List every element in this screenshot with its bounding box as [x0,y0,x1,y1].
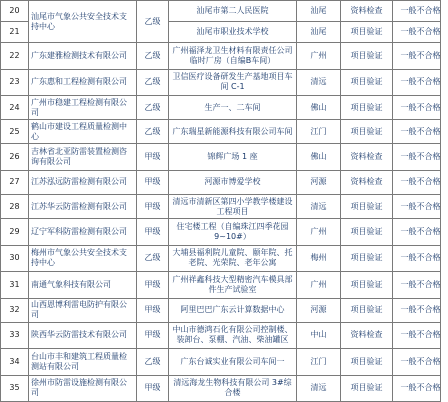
row-number: 27 [1,170,29,194]
table-row [1,322,448,348]
city: 广州 [297,272,341,298]
qualification-grade: 乙级 [137,95,169,119]
city: 佛山 [297,144,341,170]
project-name: 河源市博爱学校 [169,170,297,194]
city: 广州 [297,219,341,245]
project-name: 广东台诚实业有限公司车间一 [169,349,297,375]
result: 一般不合格 [393,144,448,170]
qualification-grade: 乙级 [137,349,169,375]
project-name: 汕尾市第二人民医院 [169,1,297,22]
table-row [1,349,448,375]
row-number: 32 [1,298,29,322]
city: 清远 [297,69,341,95]
project-name: 大埔县福利院儿童院、颐年院、托老院、光荣院、老年公寓 [169,245,297,271]
unit-name: 南通气象科技有限公司 [29,272,137,298]
table-row [1,43,448,69]
row-number: 30 [1,245,29,271]
result: 一般不合格 [393,245,448,271]
qualification-grade: 乙级 [137,1,169,43]
result: 一般不合格 [393,170,448,194]
result: 一般不合格 [393,1,448,22]
table-row [1,375,448,401]
city: 汕尾 [297,1,341,22]
city: 汕尾 [297,22,341,43]
check-type: 项目验证 [341,120,393,144]
result: 一般不合格 [393,95,448,119]
qualification-grade: 甲级 [137,375,169,401]
result: 一般不合格 [393,298,448,322]
result: 一般不合格 [393,195,448,219]
row-number: 20 [1,1,29,22]
unit-name: 梅州市气象公共安全技术支持中心 [29,245,137,271]
unit-name: 台山市丰和建筑工程质量检测站有限公司 [29,349,137,375]
project-name: 锦辉广场 1 座 [169,144,297,170]
city: 江门 [297,349,341,375]
qualification-grade: 甲级 [137,219,169,245]
row-number: 21 [1,22,29,43]
table-row [1,1,448,22]
qualification-grade: 乙级 [137,43,169,69]
unit-name: 吉林省北亚防雷装置检测咨询有限公司 [29,144,137,170]
result: 一般不合格 [393,22,448,43]
unit-name: 陕西华云防雷技术有限公司 [29,322,137,348]
table-row [1,298,448,322]
city: 清远 [297,195,341,219]
qualification-grade: 甲级 [137,144,169,170]
right-border [440,0,448,402]
qualification-grade: 乙级 [137,120,169,144]
qualification-grade: 乙级 [137,245,169,271]
row-number: 34 [1,349,29,375]
check-type: 项目验证 [341,22,393,43]
result: 一般不合格 [393,349,448,375]
result: 一般不合格 [393,322,448,348]
project-name: 住宅楼工程（自编珠江四季花园9~10#） [169,219,297,245]
check-type: 项目验证 [341,298,393,322]
result: 一般不合格 [393,69,448,95]
qualification-grade: 甲级 [137,170,169,194]
city: 梅州 [297,245,341,271]
check-type: 项目验证 [341,195,393,219]
table-row [1,245,448,271]
result: 一般不合格 [393,219,448,245]
unit-name: 江苏泓远防雷检测有限公司 [29,170,137,194]
table-row [1,95,448,119]
project-name: 汕尾市职业技术学校 [169,22,297,43]
check-type: 项目验证 [341,69,393,95]
unit-name: 广州市稳建工程检测有限公司 [29,95,137,119]
row-number: 26 [1,144,29,170]
table-row [1,195,448,219]
result: 一般不合格 [393,272,448,298]
qualification-grade: 乙级 [137,69,169,95]
result: 一般不合格 [393,120,448,144]
row-number: 23 [1,69,29,95]
unit-name: 鹤山市建设工程质量检测中心 [29,120,137,144]
city: 佛山 [297,95,341,119]
row-number: 24 [1,95,29,119]
unit-name: 徐州市防雷设施检测有限公司 [29,375,137,401]
project-name: 广州福泽龙卫生材料有限责任公司临时厂房（自编B车间） [169,43,297,69]
check-type: 资料检查 [341,322,393,348]
project-name: 阿里巴巴广东云计算数据中心 [169,298,297,322]
city: 清远 [297,375,341,401]
unit-name: 广东建雅检测技术有限公司 [29,43,137,69]
result: 一般不合格 [393,375,448,401]
table-row [1,144,448,170]
qualification-grade: 甲级 [137,195,169,219]
qualification-grade: 甲级 [137,272,169,298]
project-name: 生产一、二车间 [169,95,297,119]
qualification-grade: 甲级 [137,298,169,322]
table-row [1,120,448,144]
city: 河源 [297,170,341,194]
check-type: 项目验证 [341,43,393,69]
check-type: 项目验证 [341,245,393,271]
check-type: 项目验证 [341,349,393,375]
city: 中山 [297,322,341,348]
table-row [1,170,448,194]
project-name: 卫信医疗设备研发生产基地项目车间 C-1 [169,69,297,95]
city: 广州 [297,43,341,69]
unit-name: 广东惠和工程检测有限公司 [29,69,137,95]
project-name: 广东瑞星新能源科技有限公司车间 [169,120,297,144]
project-name: 广州祥鑫科技大型精密汽车模具部件生产试验室 [169,272,297,298]
check-type: 项目验证 [341,375,393,401]
unit-name: 江苏华云防雷检测有限公司 [29,195,137,219]
row-number: 28 [1,195,29,219]
table-row [1,272,448,298]
project-name: 中山市德鸿石化有限公司控制楼、装卸台、泵棚、汽油、柴油罐区 [169,322,297,348]
row-number: 25 [1,120,29,144]
city: 江门 [297,120,341,144]
city: 河源 [297,298,341,322]
qualification-grade: 甲级 [137,322,169,348]
row-number: 29 [1,219,29,245]
project-name: 清远市清新区第四小学教学楼建设工程项目 [169,195,297,219]
check-type: 项目验证 [341,219,393,245]
row-number: 33 [1,322,29,348]
check-type: 项目验证 [341,95,393,119]
check-type: 项目验证 [341,272,393,298]
project-name: 清远海龙生物科技有限公司 3#综合楼 [169,375,297,401]
result: 一般不合格 [393,43,448,69]
table-row [1,69,448,95]
check-type: 资料检查 [341,170,393,194]
unit-name: 辽宁军科防雷检测有限公司 [29,219,137,245]
unit-name: 山西恩博利雷电防护有限公司 [29,298,137,322]
row-number: 22 [1,43,29,69]
row-number: 31 [1,272,29,298]
table-row [1,219,448,245]
row-number: 35 [1,375,29,401]
check-type: 资料检查 [341,144,393,170]
check-type: 资料检查 [341,1,393,22]
unit-name: 汕尾市气象公共安全技术支持中心 [29,1,137,43]
